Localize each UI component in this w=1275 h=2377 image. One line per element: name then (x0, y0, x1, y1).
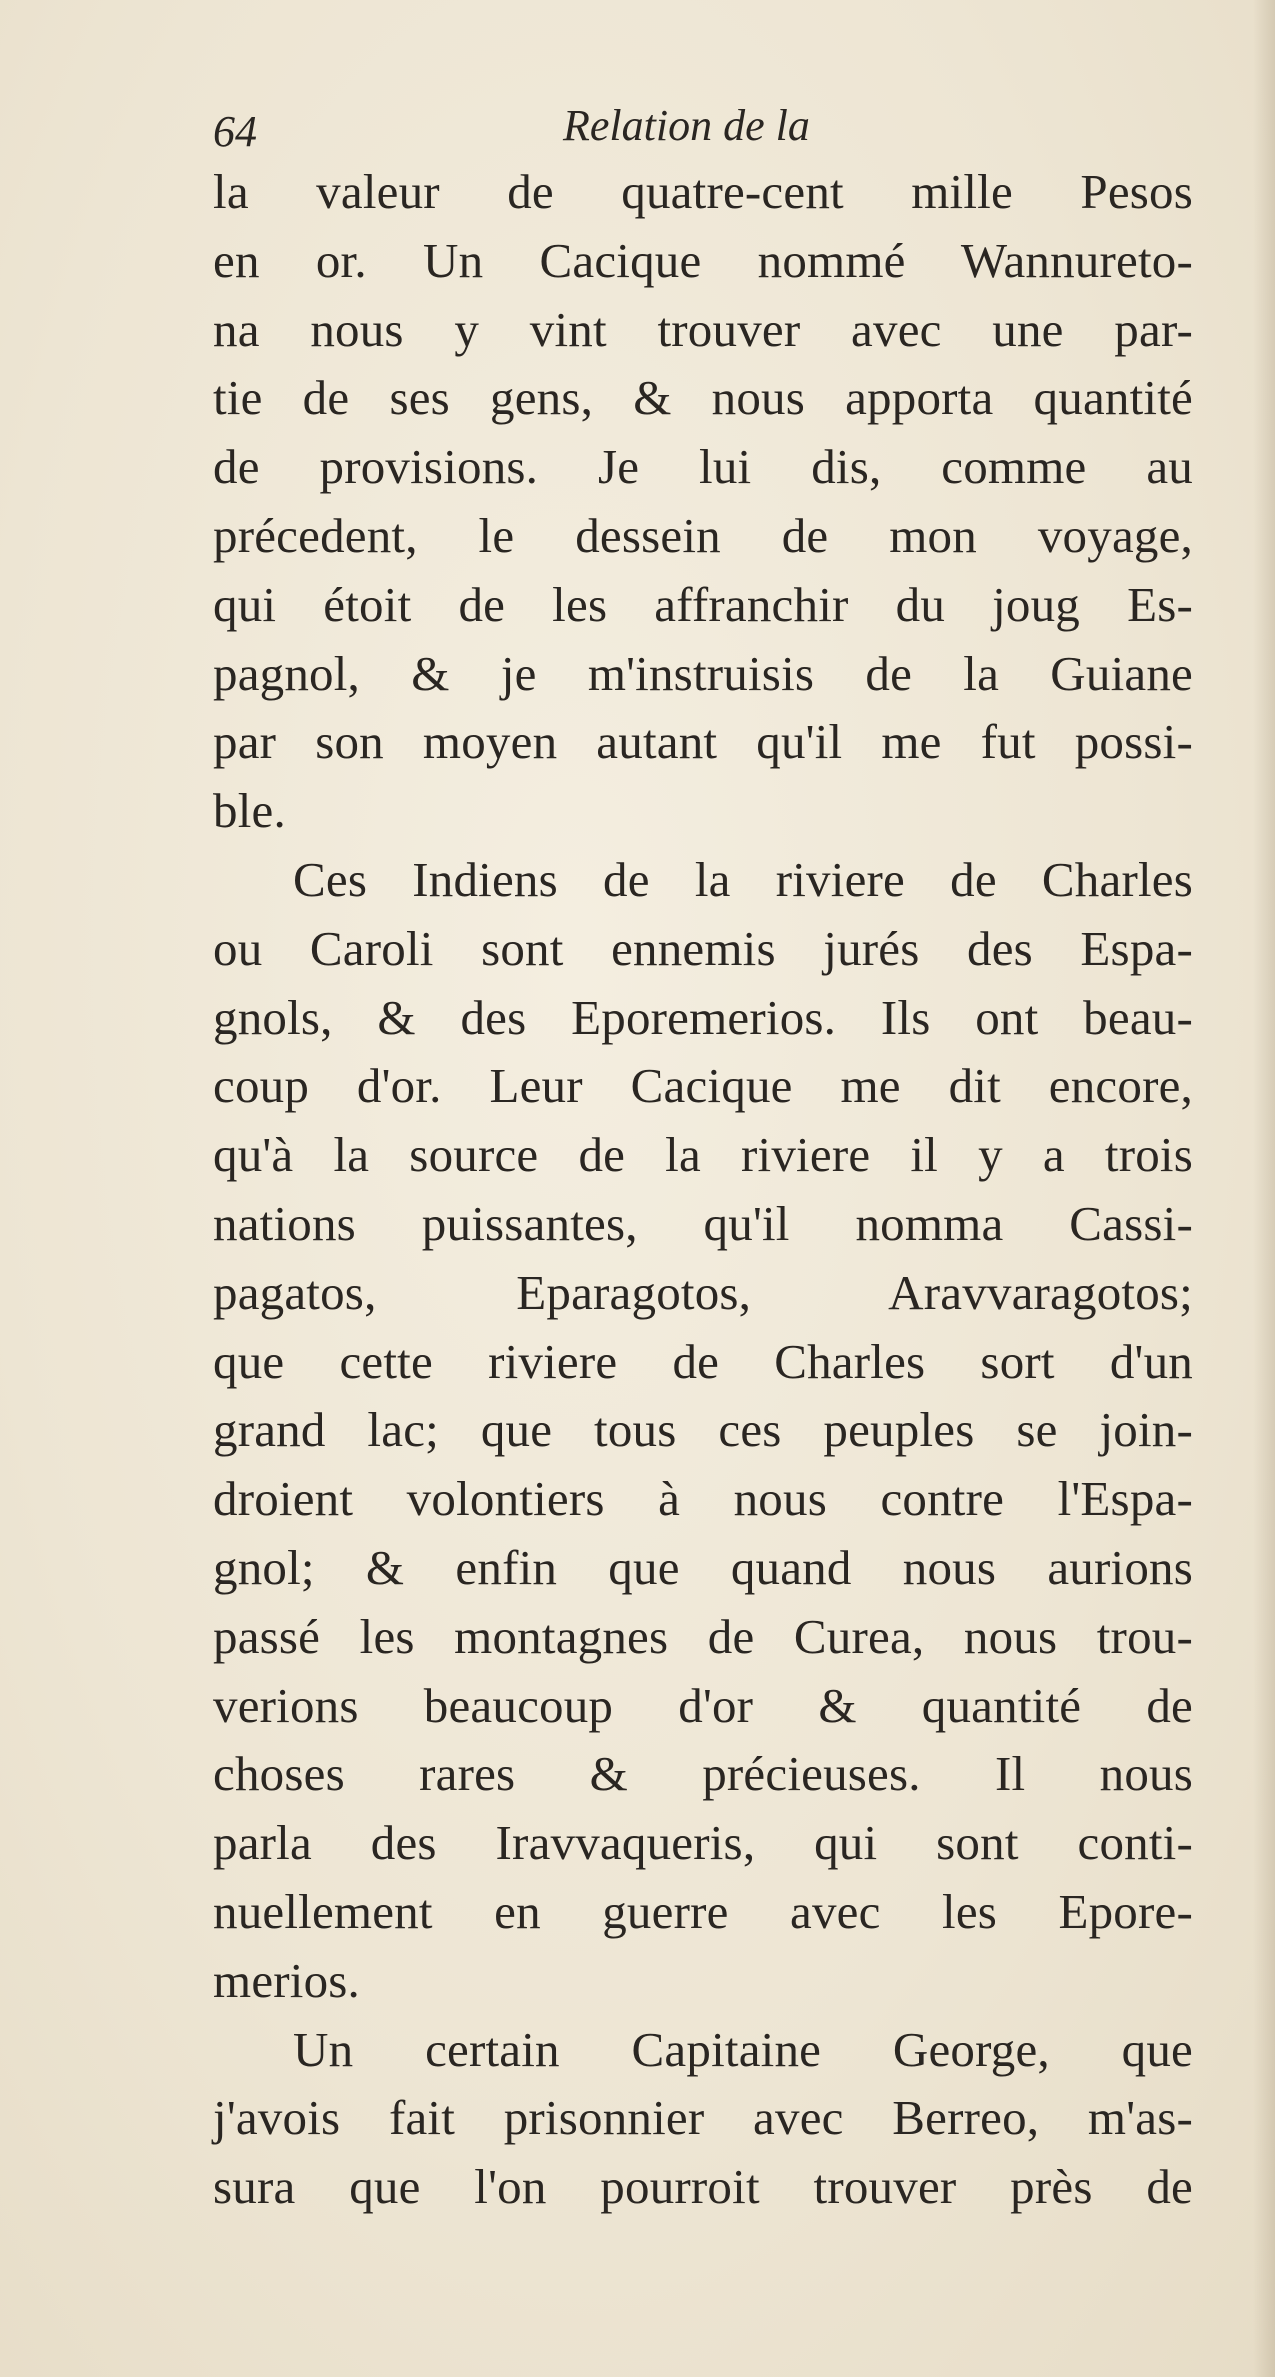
text-line: pagnol, & je m'instruisis de la Guiane (213, 645, 1193, 701)
text-line: Un certain Capitaine George, que (293, 2021, 1193, 2077)
page-edge-shadow (1253, 0, 1275, 2377)
text-line: nuellement en guerre avec les Epore- (213, 1883, 1193, 1939)
text-line: qui étoit de les affranchir du joug Es- (213, 576, 1193, 632)
text-line: ou Caroli sont ennemis jurés des Espa- (213, 920, 1193, 976)
text-line: na nous y vint trouver avec une par- (213, 301, 1193, 357)
text-line: verions beaucoup d'or & quantité de (213, 1677, 1193, 1733)
text-line: par son moyen autant qu'il me fut possi- (213, 714, 1193, 770)
text-line: passé les montagnes de Curea, nous trou- (213, 1608, 1193, 1664)
text-line: la valeur de quatre-cent mille Pesos (213, 164, 1193, 219)
text-line: parla des Iravvaqueris, qui sont conti- (213, 1815, 1193, 1871)
text-line: droient volontiers à nous contre l'Espa- (213, 1471, 1193, 1527)
text-line: gnol; & enfin que quand nous aurions (213, 1539, 1193, 1595)
text-line: que cette riviere de Charles sort d'un (213, 1333, 1193, 1389)
text-line: Ces Indiens de la riviere de Charles (293, 851, 1193, 907)
text-line: nations puissantes, qu'il nomma Cassi- (213, 1195, 1193, 1251)
text-line: merios. (213, 1952, 361, 2008)
body-text (213, 158, 1193, 2222)
text-line: coup d'or. Leur Cacique me dit encore, (213, 1058, 1193, 1114)
text-line: grand lac; que tous ces peuples se join- (213, 1402, 1193, 1458)
page-header (213, 100, 1213, 160)
text-line: ble. (213, 783, 286, 839)
text-line: choses rares & précieuses. Il nous (213, 1746, 1193, 1802)
text-line: j'avois fait prisonnier avec Berreo, m'as- (213, 2090, 1193, 2146)
text-line: qu'à la source de la riviere il y a trois (213, 1127, 1193, 1183)
text-line: en or. Un Cacique nommé Wannureto- (213, 232, 1193, 288)
text-line: sura que l'on pourroit trouver près de (213, 2159, 1193, 2215)
text-line: de provisions. Je lui dis, comme au (213, 439, 1193, 495)
text-line: pagatos, Eparagotos, Aravvaragotos; (213, 1264, 1193, 1320)
text-line: précedent, le dessein de mon voyage, (213, 507, 1193, 563)
text-line: tie de ses gens, & nous apporta quantité (213, 370, 1193, 426)
page-number: 64 (213, 107, 257, 156)
text-line: gnols, & des Eporemerios. Ils ont beau- (213, 989, 1193, 1045)
running-head: Relation de la (563, 101, 810, 150)
